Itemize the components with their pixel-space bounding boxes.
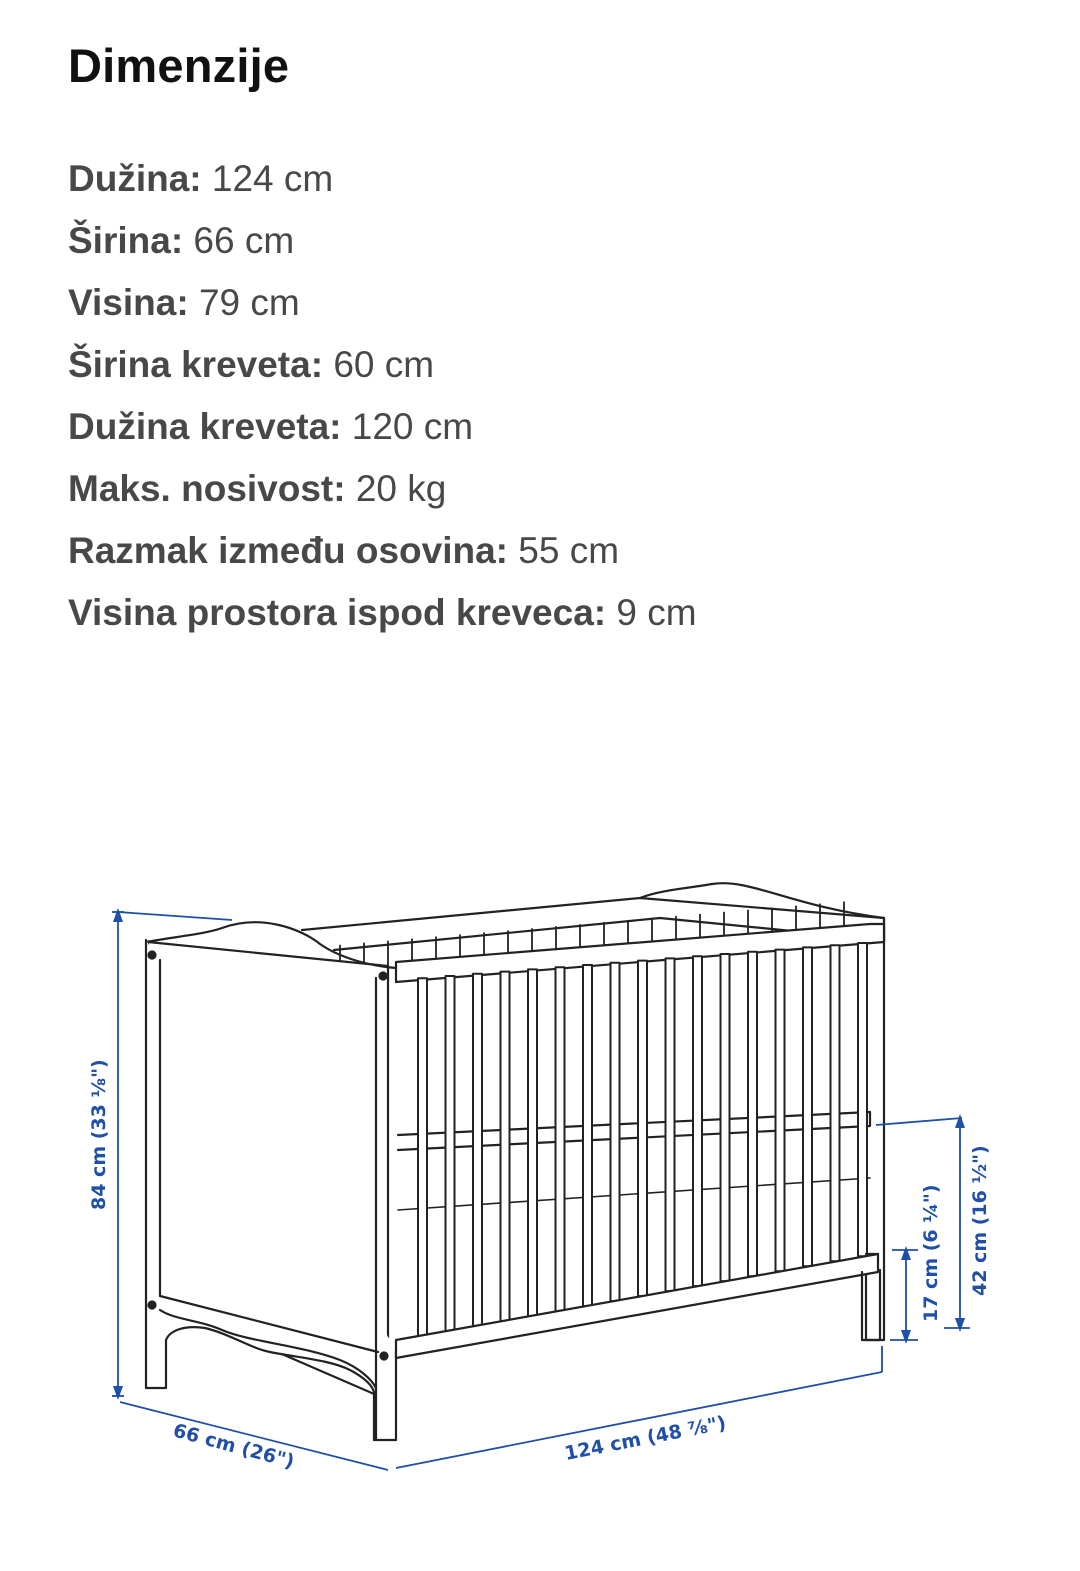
dimension-label: Visina: <box>68 282 189 323</box>
dimension-label: Razmak između osovina: <box>68 530 509 571</box>
dimension-value: 9 cm <box>616 592 697 633</box>
dimension-row-bed-width <box>68 338 697 400</box>
dimension-row-width <box>68 214 697 276</box>
base-height-label: 17 cm (6 ¼") <box>920 1184 942 1322</box>
crib-slat <box>556 967 565 1311</box>
dimension-value: 20 kg <box>355 468 447 509</box>
dimension-label: Širina: <box>68 220 184 261</box>
dimension-value: 55 cm <box>518 530 620 571</box>
mattress-height-label: 42 cm (16 ½") <box>969 1145 991 1296</box>
page-title: Dimenzije <box>68 39 290 92</box>
crib-line-art <box>146 883 884 1440</box>
crib-slat <box>748 952 757 1276</box>
dimension-label: Širina kreveta: <box>68 344 324 385</box>
dimension-value: 66 cm <box>193 220 295 261</box>
dimension-value: 124 cm <box>211 158 334 199</box>
crib-slat <box>666 958 675 1291</box>
crib-slat <box>638 961 647 1297</box>
dimension-row-max-load <box>68 462 697 524</box>
dimension-value: 79 cm <box>198 282 300 323</box>
crib-slat <box>776 950 785 1272</box>
dimensions-list <box>68 152 697 648</box>
crib-slat <box>473 974 482 1326</box>
dimension-row-length <box>68 152 697 214</box>
crib-slat <box>831 945 840 1261</box>
dimension-value: 120 cm <box>351 406 474 447</box>
dimension-label: Maks. nosivost: <box>68 468 346 509</box>
crib-slat <box>611 963 620 1301</box>
dimension-row-bed-length <box>68 400 697 462</box>
crib-slat <box>858 943 867 1256</box>
crib-slat <box>501 972 510 1321</box>
length-label: 124 cm (48 ⅞") <box>562 1412 728 1465</box>
height-total-label: 84 cm (33 ⅛") <box>88 1059 110 1210</box>
dimension-row-height <box>68 276 697 338</box>
dimension-row-axle-spacing <box>68 524 697 586</box>
crib-slat <box>693 956 702 1286</box>
crib-slat <box>528 969 537 1316</box>
crib-dimension-drawing <box>0 870 1080 1530</box>
dimension-label: Dužina: <box>68 158 202 199</box>
crib-slat <box>803 947 812 1266</box>
crib-slat <box>418 978 427 1336</box>
dimension-label: Visina prostora ispod kreveca: <box>68 592 607 633</box>
crib-slat <box>721 954 730 1281</box>
dimension-row-under-bed-height <box>68 586 697 648</box>
crib-slat <box>583 965 592 1306</box>
dimension-label: Dužina kreveta: <box>68 406 342 447</box>
dimension-value: 60 cm <box>333 344 435 385</box>
depth-label: 66 cm (26") <box>170 1419 297 1474</box>
crib-slat <box>446 976 455 1331</box>
